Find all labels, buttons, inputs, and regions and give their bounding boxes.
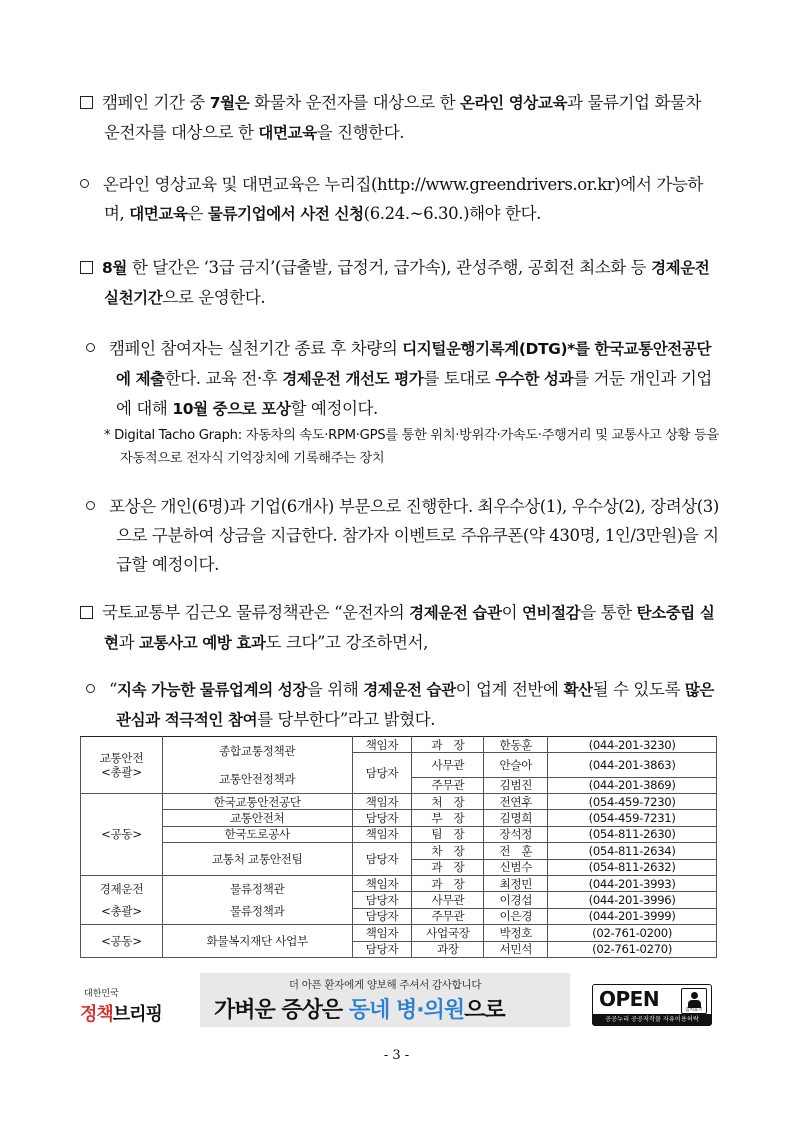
name-cell: 장석정	[484, 826, 548, 842]
department-cell: 한국도로공사	[162, 826, 352, 842]
name-cell: 김명희	[484, 810, 548, 826]
table-row	[81, 843, 717, 859]
title-cell: 팀 장	[412, 826, 484, 842]
page-number: - 3 -	[383, 1048, 410, 1063]
name-cell: 전 훈	[484, 843, 548, 859]
name-cell: 서민석	[484, 941, 548, 957]
title-cell: 주무관	[412, 777, 484, 793]
phone-cell: (054-811-2634)	[548, 843, 717, 859]
table-row	[81, 875, 717, 891]
clinic-campaign-banner[interactable]	[200, 973, 570, 1027]
title-cell: 사무관	[412, 753, 484, 777]
role-cell: 책임자	[352, 925, 412, 941]
logo-caption: 대한민국	[84, 989, 119, 999]
contact-table	[80, 736, 717, 958]
role-cell: 책임자	[352, 794, 412, 810]
phone-cell: (044-201-3863)	[548, 753, 717, 777]
title-cell: 과 장	[412, 875, 484, 891]
name-cell: 신범수	[484, 859, 548, 875]
paragraph-awards: 포상은 개인(6명)과 기업(6개사) 부문으로 진행한다. 최우수상(1), 우수상(2), 장려상(3)으로 구분하여 상금을 지급한다. 참가자 이벤트로 주유쿠폰(약 430명, 1인/3만원)을 지급할 예정이다.	[86, 492, 720, 579]
department-cell: 교통안전처	[162, 810, 352, 826]
circle-bullet-icon	[86, 501, 95, 510]
name-cell: 이경섭	[484, 892, 548, 908]
title-cell: 과 장	[412, 859, 484, 875]
department-cell: 화물복지재단 사업부	[162, 925, 352, 958]
phone-cell: (044-201-3993)	[548, 875, 717, 891]
role-cell: 담당자	[352, 753, 412, 794]
open-label: OPEN	[599, 987, 660, 1011]
open-license-text: 공공누리 공공저작물 자유이용허락	[593, 1014, 711, 1025]
role-cell: 담당자	[352, 810, 412, 826]
circle-bullet-icon	[86, 343, 95, 352]
group-cell: 경제운전 <총괄>	[81, 875, 163, 924]
department-cell: 종합교통정책관 교통안전정책과	[162, 737, 352, 794]
logo-wordmark: 정책브리핑	[80, 1004, 162, 1025]
department-cell: 한국교통안전공단	[162, 794, 352, 810]
group-cell: 교통안전 <총괄>	[81, 737, 163, 794]
role-cell: 책임자	[352, 737, 412, 753]
paragraph-request-participation: “지속 가능한 물류업계의 성장을 위해 경제운전 습관이 업계 전반에 확산될 수 있도록 많은 관심과 적극적인 참여를 당부한다”라고 밝혔다.	[86, 675, 720, 735]
department-cell: 물류정책관 물류정책과	[162, 875, 352, 924]
title-cell: 사업국장	[412, 925, 484, 941]
role-cell: 담당자	[352, 843, 412, 876]
paragraph-campaign-july: 캠페인 기간 중 7월은 화물차 운전자를 대상으로 한 온라인 영상교육과 물류기업 화물차 운전자를 대상으로 한 대면교육을 진행한다.	[80, 88, 720, 148]
group-cell: <공동>	[81, 925, 163, 958]
name-cell: 한동훈	[484, 737, 548, 753]
paragraph-dtg-submission: 캠페인 참여자는 실천기간 종료 후 차량의 디지털운행기록계(DTG)*를 한국교통안전공단에 제출한다. 교육 전·후 경제운전 개선도 평가를 토대로 우수한 성과를 거둔 개인과 기업에 대해 10월 중으로 포상할 예정이다.	[86, 334, 720, 424]
name-cell: 안슬아	[484, 753, 548, 777]
phone-cell: (054-459-7230)	[548, 794, 717, 810]
footnote-dtg: * Digital Tacho Graph: 자동차의 속도·RPM·GPS를 통한 위치·방위각·가속도·주행거리 및 교통사고 상황 등을 자동적으로 전자식 기억장치에 기록해주는 장치	[104, 428, 719, 466]
title-cell: 처 장	[412, 794, 484, 810]
table-row	[81, 794, 717, 810]
title-cell: 부 장	[412, 810, 484, 826]
role-cell: 담당자	[352, 908, 412, 924]
title-cell: 과 장	[412, 737, 484, 753]
square-bullet-icon	[80, 606, 93, 619]
phone-cell: (02-761-0270)	[548, 941, 717, 957]
role-cell: 책임자	[352, 875, 412, 891]
circle-bullet-icon	[80, 179, 89, 188]
table-row	[81, 810, 717, 826]
name-cell: 이은경	[484, 908, 548, 924]
attribution-person-icon: 출처표시	[681, 988, 707, 1014]
name-cell: 박정호	[484, 925, 548, 941]
table-row	[81, 826, 717, 842]
name-cell: 전연후	[484, 794, 548, 810]
title-cell: 사무관	[412, 892, 484, 908]
table-row	[81, 925, 717, 941]
paragraph-online-education: 온라인 영상교육 및 대면교육은 누리집(http://www.greendrivers.or.kr)에서 가능하며, 대면교육은 물류기업에서 사전 신청(6.24.~6.30.)해야 한다.	[80, 170, 720, 229]
title-cell: 주무관	[412, 908, 484, 924]
paragraph-august-practice: 8월 한 달간은 ‘3급 금지’(급출발, 급정거, 급가속), 관성주행, 공회전 최소화 등 경제운전 실천기간으로 운영한다.	[80, 253, 720, 313]
square-bullet-icon	[80, 96, 93, 109]
table-row	[81, 737, 717, 753]
title-cell: 과장	[412, 941, 484, 957]
phone-cell: (044-201-3996)	[548, 892, 717, 908]
phone-cell: (02-761-0200)	[548, 925, 717, 941]
phone-cell: (044-201-3999)	[548, 908, 717, 924]
role-cell: 책임자	[352, 826, 412, 842]
title-cell: 차 장	[412, 843, 484, 859]
policy-briefing-logo[interactable]	[80, 984, 176, 1028]
kogl-open-badge[interactable]	[592, 984, 712, 1026]
name-cell: 최정민	[484, 875, 548, 891]
phone-cell: (054-459-7231)	[548, 810, 717, 826]
banner-headline: 가벼운 증상은 동네 병·의원으로	[214, 998, 505, 1023]
circle-bullet-icon	[86, 684, 95, 693]
name-cell: 김범진	[484, 777, 548, 793]
group-cell: <공동>	[81, 794, 163, 876]
phone-cell: (044-201-3230)	[548, 737, 717, 753]
phone-cell: (044-201-3869)	[548, 777, 717, 793]
paragraph-official-quote: 국토교통부 김근오 물류정책관은 “운전자의 경제운전 습관이 연비절감을 통한 탄소중립 실현과 교통사고 예방 효과도 크다”고 강조하면서,	[80, 598, 720, 658]
role-cell: 담당자	[352, 892, 412, 908]
phone-cell: (054-811-2632)	[548, 859, 717, 875]
role-cell: 담당자	[352, 941, 412, 957]
department-cell: 교통처 교통안전팀	[162, 843, 352, 876]
phone-cell: (054-811-2630)	[548, 826, 717, 842]
banner-subtitle: 더 아픈 환자에게 양보해 주셔서 감사합니다	[288, 979, 482, 991]
square-bullet-icon	[80, 261, 93, 274]
